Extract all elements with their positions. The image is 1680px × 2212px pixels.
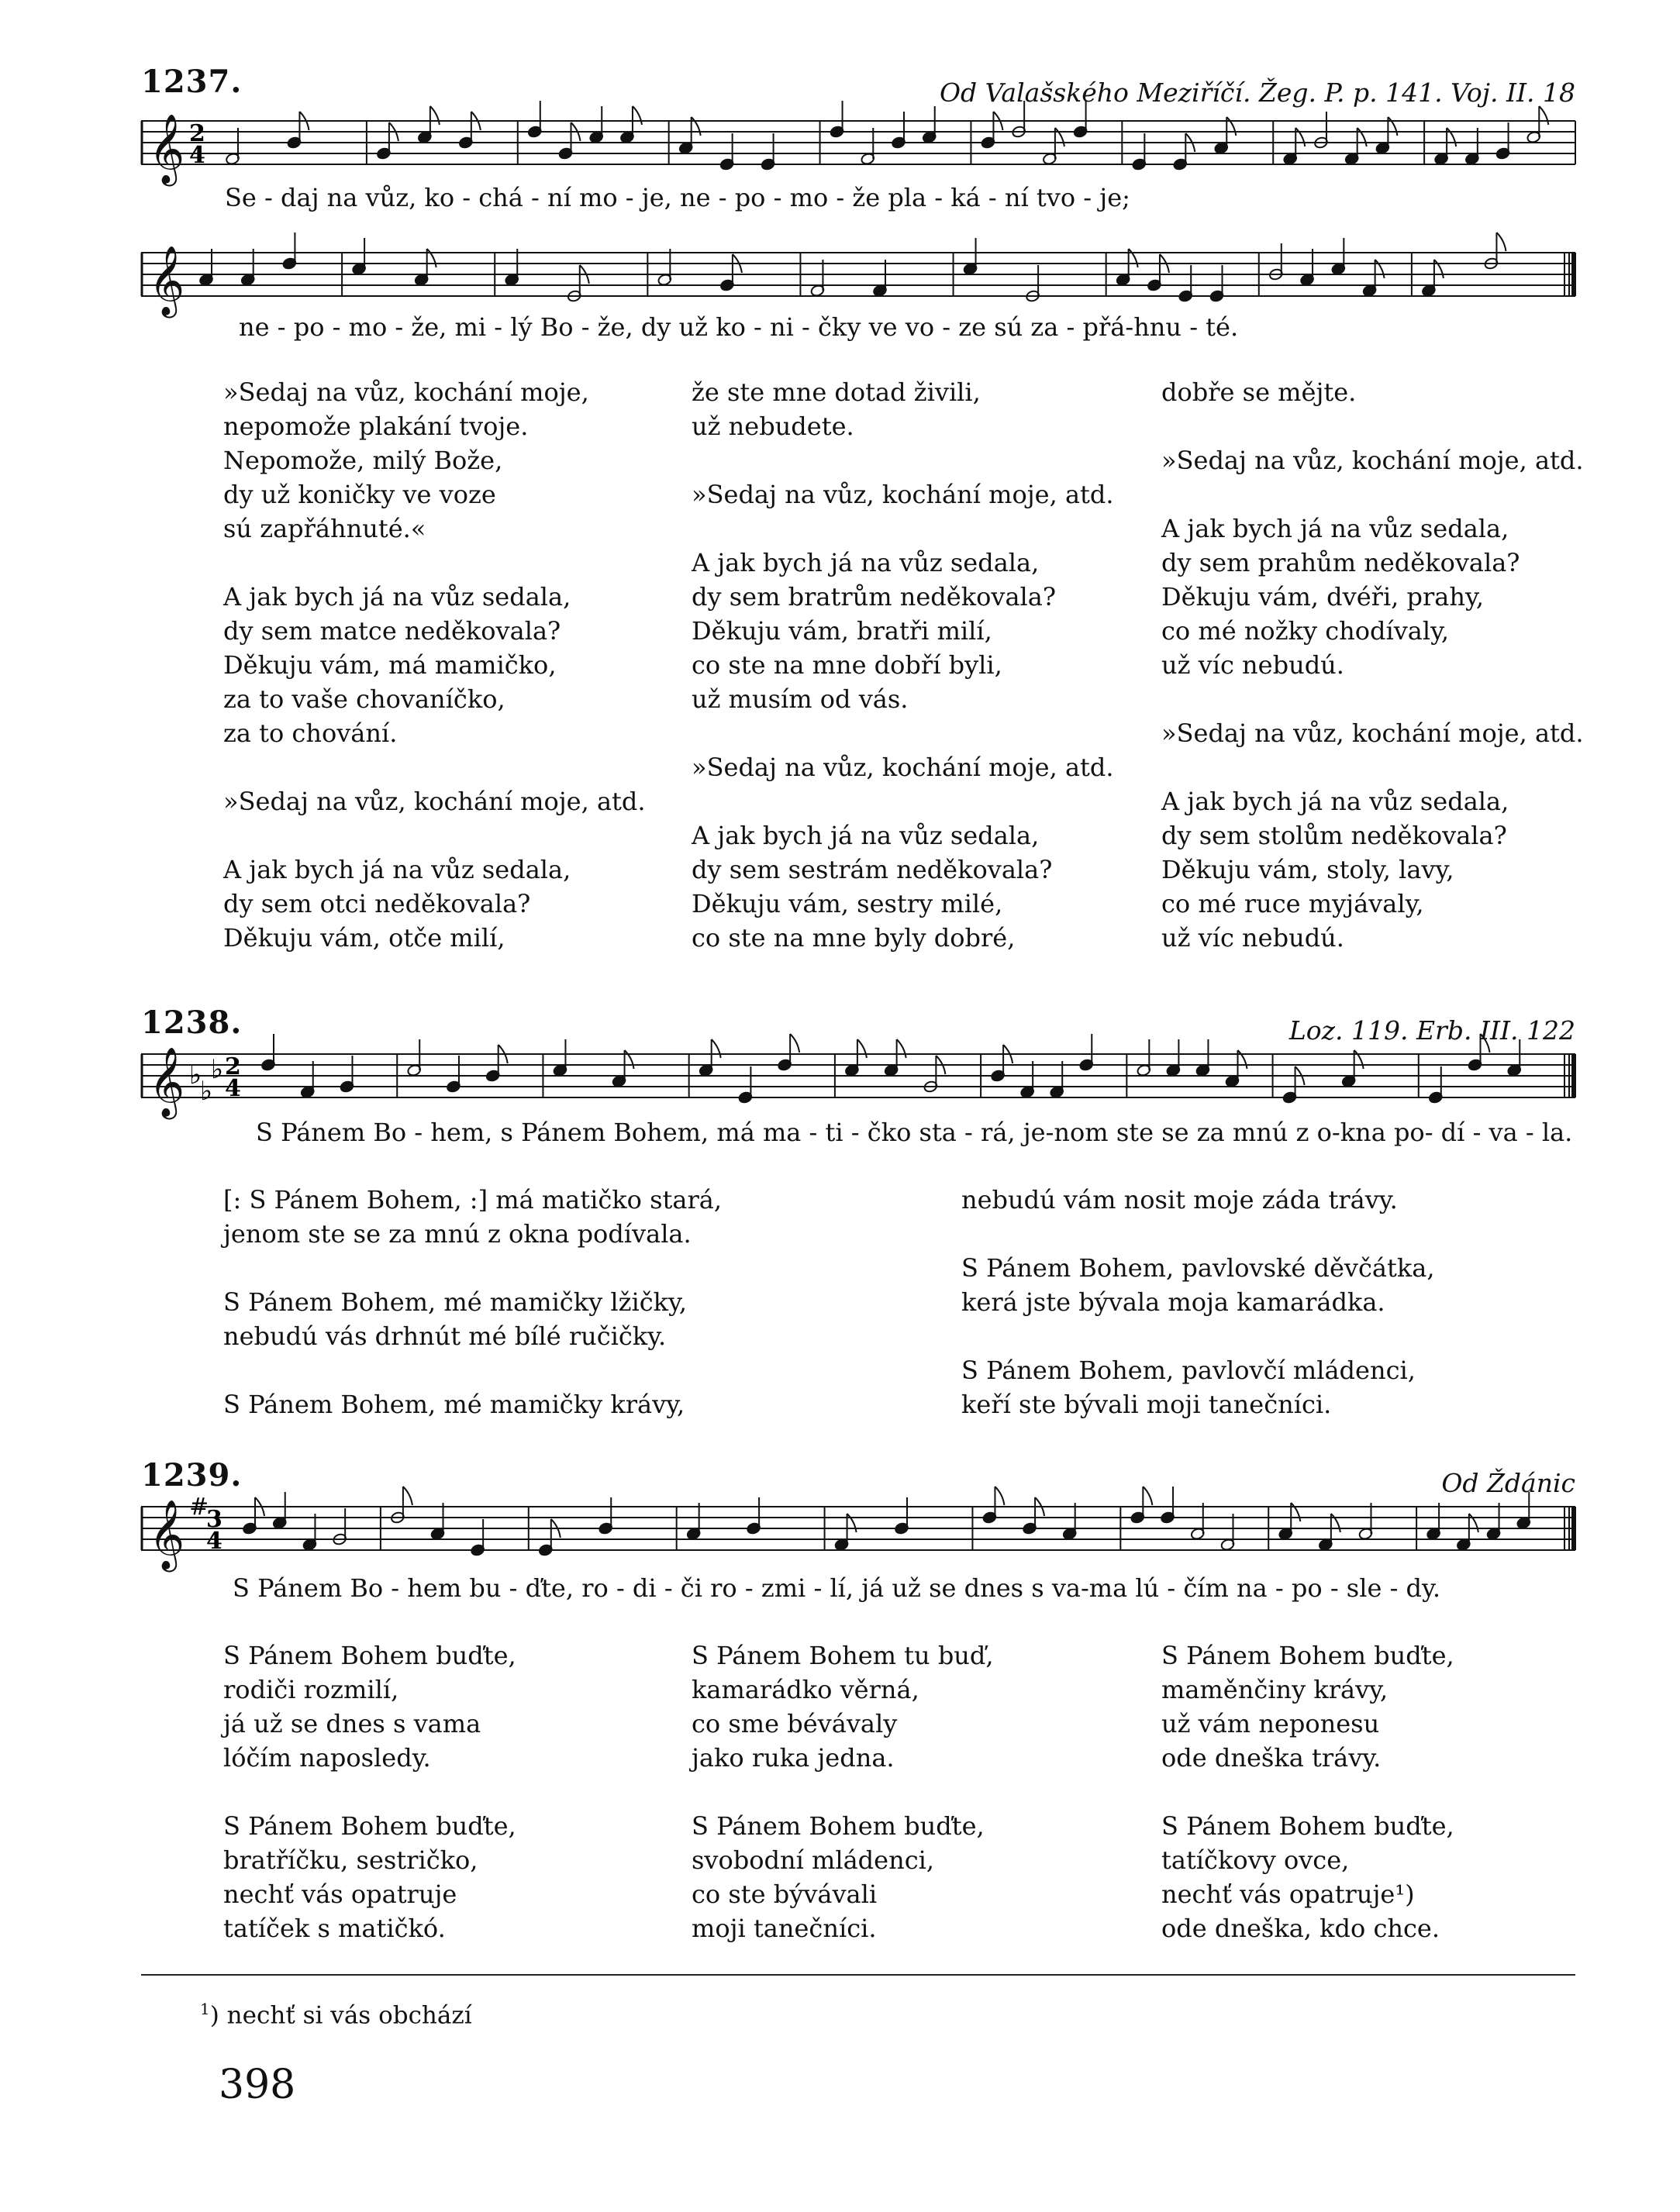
verse-line: nepomože plakání tvoje. [223,412,529,441]
note-flag [692,117,701,136]
verse-line: A jak bych já na vůz sedala, [692,821,1040,850]
lyrics-line: ne - po - mo - že, mi - lý Bo - že, dy už ko - ni - čky ve vo - ze sú za - přá-hnu - té. [239,312,1239,342]
stanza [961,1251,1434,1319]
verse-line: A jak bych já na vůz sedala, [223,582,571,612]
verse-line: S Pánem Bohem buďte, [1161,1811,1454,1841]
note-flag [847,1514,857,1532]
lyrics-line: S Pánem Bo - hem, s Pánem Bohem, má ma - ti - čko sta - rá, je-nom ste se za mnú z o-kna po- dí - va - la. [256,1118,1573,1147]
verse-line: S Pánem Bohem, pavlovčí mládenci, [961,1356,1416,1385]
stanza [1161,1809,1454,1945]
verse-line: co mé nožky chodívaly, [1161,616,1450,646]
stanza [223,580,646,750]
verse-line: už víc nebudú. [1161,650,1344,680]
verse-line: tatíček s matičkó. [223,1914,446,1943]
treble-clef-icon: 𝄞 [149,246,185,315]
note-flag [897,1039,906,1058]
stanza [1161,512,1584,682]
stanza [692,546,1114,716]
footnote-text: ) nechť si vás obchází [209,2001,472,2030]
verse-column [223,1183,722,1421]
flat-icon: ♭ [200,1076,213,1107]
verse-line: S Pánem Bohem tu buď, [692,1641,994,1670]
verse-line: lóčím naposledy. [223,1743,431,1773]
treble-clef-icon: 𝄞 [149,1500,185,1569]
verse-line: už musím od vás. [692,684,909,714]
time-signature-numerator: 2 [225,1053,241,1080]
song-number: 1238. [141,1004,243,1041]
note-flag [1496,233,1506,251]
note-flag [995,1487,1004,1505]
verse-line: S Pánem Bohem buďte, [1161,1641,1454,1670]
stanza [1161,1638,1454,1775]
verse-line: maměnčiny krávy, [1161,1675,1389,1704]
verse-line: keří ste bývali moji tanečníci. [961,1390,1332,1419]
verse-line: rodiči rozmilí, [223,1675,399,1704]
note-flag [1388,117,1397,136]
verse-line: dy už koničky ve voze [223,480,496,509]
stanza [223,1638,516,1775]
verse-line: Děkuju vám, má mamičko, [223,650,557,680]
verse-column [223,1638,516,1945]
flat-icon: ♭ [189,1059,202,1090]
note-flag [403,1487,412,1505]
verse-line: Děkuju vám, sestry milé, [692,889,1003,918]
note-flag [857,1039,867,1058]
verse-line: svobodní mládenci, [692,1845,935,1875]
footnote-mark: 1 [200,2000,210,2018]
stanza [692,1809,994,1945]
note-flag [1055,128,1064,146]
stanza [692,375,1114,443]
note-flag [1375,260,1385,278]
verse-line: nebudú vás drhnút mé bílé ručičky. [223,1321,667,1351]
verse-line: nechť vás opatruje¹) [1161,1880,1415,1909]
stanza [1161,443,1584,477]
verse-line: Děkuju vám, otče milí, [223,923,505,953]
stanza [223,853,646,955]
verse-column [1161,1638,1454,1945]
verse-line: S Pánem Bohem, pavlovské děvčátka, [961,1253,1435,1283]
verse-line: »Sedaj na vůz, kochání moje, atd. [692,753,1114,782]
verse-line: jako ruka jedna. [692,1743,895,1773]
verse-line: kamarádko věrná, [692,1675,919,1704]
note-flag [427,249,436,267]
lyrics-line: S Pánem Bo - hem bu - ďte, ro - di - či ro - zmi - lí, já už se dnes s va-ma lú - čím na - po - sle - dy. [233,1573,1441,1603]
note-flag [1226,117,1236,136]
verse-line: už nebudete. [692,412,854,441]
verse-line: dy sem bratrům neděkovala? [692,582,1056,612]
note-flag [430,106,440,125]
note-flag [1295,128,1305,146]
stanza [692,818,1114,955]
verse-column [1161,375,1584,955]
verse-line: co mé ruce myjávaly, [1161,889,1424,918]
verse-line: [: S Pánem Bohem, :] má matičko stará, [223,1185,722,1215]
note-flag [712,1039,721,1058]
verse-column [961,1183,1434,1421]
verse-line: jenom ste se za mnú z okna podívala. [223,1219,692,1249]
treble-clef-icon: 𝄞 [149,1047,185,1117]
verse-line: ode dneška, kdo chce. [1161,1914,1440,1943]
verse-line: co ste na mne dobří byli, [692,650,1002,680]
note-flag [1539,106,1548,125]
verse-column [692,375,1114,955]
verse-line: bratříčku, sestričko, [223,1845,478,1875]
note-flag [1143,1487,1152,1505]
song-source: Od Valašského Meziříčí. Žeg. P. p. 141. Voj. II. 18 [939,78,1575,108]
verse-line: »Sedaj na vůz, kochání moje, atd. [692,480,1114,509]
note-flag [1469,1514,1478,1532]
note-flag [1331,1514,1340,1532]
verse-line: S Pánem Bohem, mé mamičky krávy, [223,1390,685,1419]
note-flag [1238,1050,1247,1069]
time-signature-denominator: 4 [225,1075,241,1102]
verse-line: »Sedaj na vůz, kochání moje, atd. [1161,446,1584,475]
verse-line: S Pánem Bohem buďte, [692,1811,985,1841]
stanza [692,477,1114,512]
treble-clef-icon: 𝄞 [149,114,185,184]
verse-line: A jak bych já na vůz sedala, [692,548,1040,577]
stanza [223,1183,722,1251]
note-flag [1357,128,1367,146]
verse-line: co ste na mne byly dobré, [692,923,1016,953]
note-flag [625,1050,634,1069]
time-signature-denominator: 4 [189,142,205,169]
lyrics-line: Se - daj na vůz, ko - chá - ní mo - je, ne - po - mo - že pla - ká - ní tvo - je; [225,183,1130,212]
verse-line: dy sem prahům neděkovala? [1161,548,1520,577]
note-flag [1354,1050,1364,1069]
verse-line: »Sedaj na vůz, kochání moje, atd. [223,787,646,816]
verse-line: A jak bych já na vůz sedala, [1161,787,1509,816]
time-signature-denominator: 4 [206,1528,223,1555]
verse-line: kerá jste bývala moja kamarádka. [961,1287,1385,1317]
verse-line: nebudú vám nosit moje záda trávy. [961,1185,1398,1215]
note-flag [790,1034,799,1053]
verse-line: dobře se mějte. [1161,377,1357,407]
note-flag [1434,260,1444,278]
verse-line: dy sem sestrám neděkovala? [692,855,1053,884]
verse-line: už víc nebudú. [1161,923,1344,953]
music-staff [141,115,1575,184]
song-number: 1237. [141,64,243,100]
verse-line: sú zapřáhnuté.« [223,514,426,543]
song-source: Od Ždánic [1441,1468,1575,1498]
note-flag [1291,1503,1300,1521]
stanza [692,750,1114,784]
music-staff [141,1494,1575,1570]
note-flag [1447,128,1456,146]
verse-line: dy sem stolům neděkovala? [1161,821,1507,850]
stanza [961,1183,1434,1217]
note-flag [633,106,642,125]
time-signature-numerator: 3 [206,1506,223,1533]
verse-line: A jak bych já na vůz sedala, [223,855,571,884]
verse-line: S Pánem Bohem buďte, [223,1641,516,1670]
verse-line: za to vaše chovaníčko, [223,684,505,714]
verse-line: tatíčkovy ovce, [1161,1845,1350,1875]
verse-line: »Sedaj na vůz, kochání moje, atd. [1161,718,1584,748]
verse-line: dy sem otci neděkovala? [223,889,531,918]
stanza [1161,716,1584,750]
sharp-icon: # [189,1494,209,1521]
verse-line: Děkuju vám, dvéři, prahy, [1161,582,1484,612]
stanza [223,784,646,818]
verse-column [692,1638,994,1945]
music-staff [141,1048,1575,1118]
page-number: 398 [219,2062,296,2108]
verse-line: co ste bývávali [692,1880,878,1909]
verse-line: ode dneška trávy. [1161,1743,1382,1773]
stanza [223,1285,722,1353]
stanza [223,375,646,546]
verse-line: nechť vás opatruje [223,1880,457,1909]
verse-line: už vám neponesu [1161,1709,1380,1738]
verse-column [223,375,646,955]
stanza [692,1638,994,1775]
footnote [200,2000,472,2029]
stanza [961,1353,1434,1421]
stanza [1161,784,1584,955]
verse-line: Děkuju vám, bratři milí, [692,616,992,646]
verse-line: Nepomože, milý Bože, [223,446,503,475]
stanza [223,1809,516,1945]
verse-line: co sme bévávaly [692,1709,898,1738]
verse-line: »Sedaj na vůz, kochání moje, [223,377,589,407]
verse-line: A jak bych já na vůz sedala, [1161,514,1509,543]
verse-line: S Pánem Bohem, mé mamičky lžičky, [223,1287,687,1317]
song-source: Loz. 119. Erb. III. 122 [1288,1015,1575,1046]
flat-icon: ♭ [211,1054,224,1085]
verse-line: S Pánem Bohem buďte, [223,1811,516,1841]
verse-line: Děkuju vám, stoly, lavy, [1161,855,1454,884]
stanza [1161,375,1584,409]
verse-line: že ste mne dotad živili, [692,377,981,407]
note-flag [1129,249,1138,267]
verse-line: dy sem matce neděkovala? [223,616,561,646]
song-number: 1239. [141,1457,243,1494]
verse-line: za to chování. [223,718,398,748]
time-signature-numerator: 2 [189,120,205,147]
music-staff [141,246,1575,316]
verse-line: moji tanečníci. [692,1914,877,1943]
stanza [223,1387,722,1421]
verse-line: já už se dnes s vama [223,1709,481,1738]
footnote-rule [141,1974,1575,1976]
